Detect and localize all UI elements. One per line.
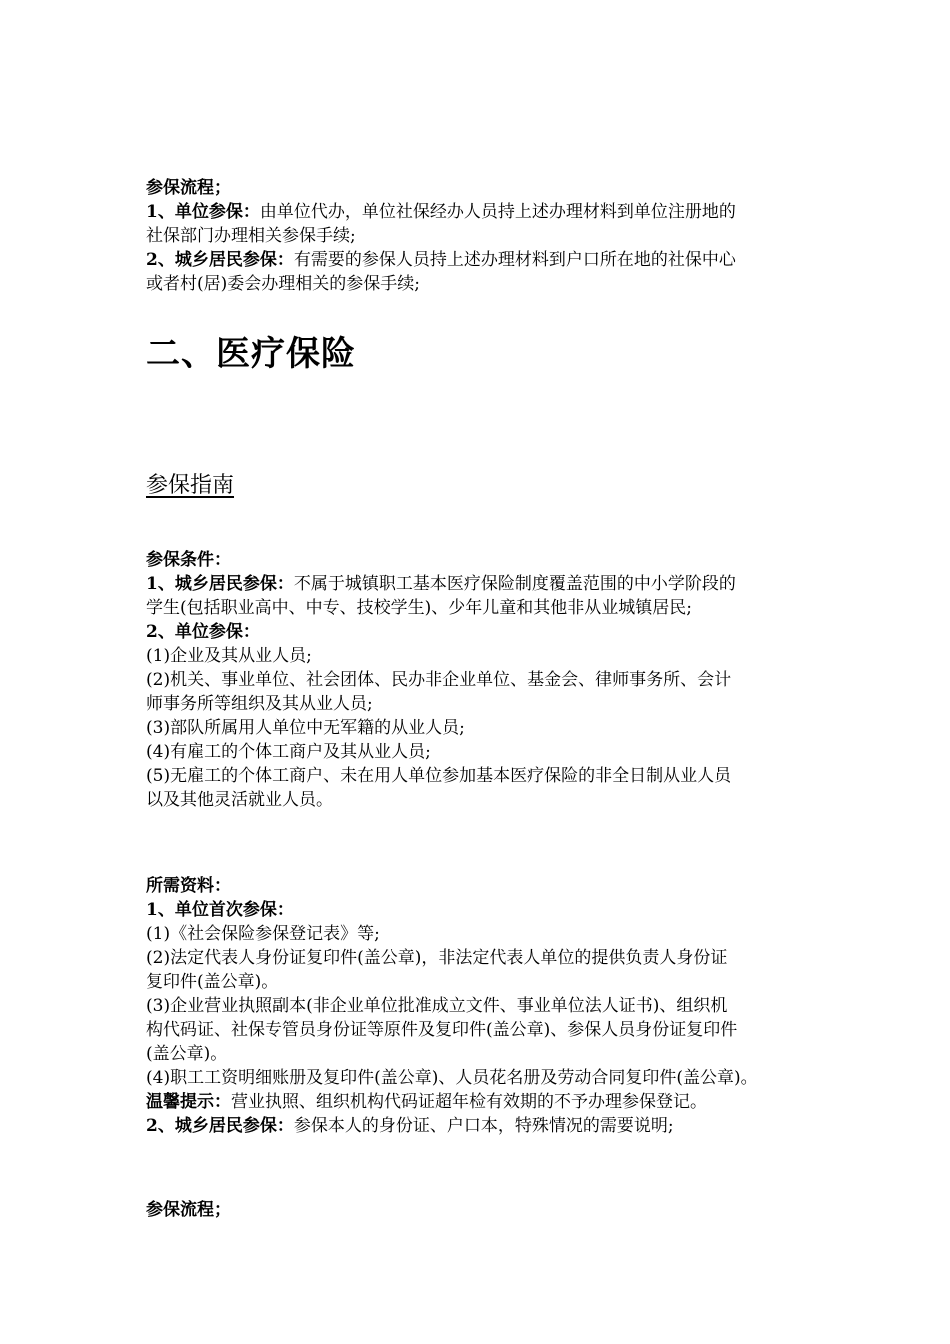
item-text: 不属于城镇职工基本医疗保险制度覆盖范围的中小学阶段的 bbox=[293, 574, 736, 594]
flow-item-text: 有需要的参保人员持上述办理材料到户口所在地的社保中心 bbox=[293, 250, 736, 270]
conditions-subitem: (3)部队所属用人单位中无军籍的从业人员; bbox=[146, 718, 465, 738]
item-label: 2、城乡居民参保： bbox=[146, 1116, 294, 1136]
conditions-subitem: (2)机关、事业单位、社会团体、民办非企业单位、基金会、律师事务所、会计 bbox=[146, 670, 732, 690]
conditions-section bbox=[146, 548, 736, 812]
flow-item-label: 2、城乡居民参保： bbox=[146, 250, 294, 270]
conditions-subitem: (1)企业及其从业人员; bbox=[146, 646, 312, 666]
conditions-subitem-cont: 以及其他灵活就业人员。 bbox=[146, 790, 333, 810]
materials-title: 所需资料： bbox=[146, 876, 231, 896]
flow-title: 参保流程； bbox=[146, 178, 231, 198]
section-heading: 二、医疗保险 bbox=[146, 334, 356, 374]
item-text-cont: 学生(包括职业高中、中专、技校学生)、少年儿童和其他非从业城镇居民; bbox=[146, 598, 692, 618]
materials-subitem: (2)法定代表人身份证复印件(盖公章)，非法定代表人单位的提供负责人身份证 bbox=[146, 948, 728, 968]
item-label: 1、城乡居民参保： bbox=[146, 574, 294, 594]
flow-item-text-cont: 或者村(居)委会办理相关的参保手续; bbox=[146, 274, 420, 294]
materials-subitem-cont: (盖公章)。 bbox=[146, 1044, 228, 1064]
conditions-title: 参保条件： bbox=[146, 550, 231, 570]
flow-item-unit bbox=[146, 200, 736, 224]
flow-item-label: 1、单位参保： bbox=[146, 202, 260, 222]
materials-section bbox=[146, 874, 758, 1138]
materials-subitem: (3)企业营业执照副本(非企业单位批准成立文件、事业单位法人证书)、组织机 bbox=[146, 996, 728, 1016]
materials-item-unit-label: 1、单位首次参保： bbox=[146, 900, 294, 920]
conditions-subitem-cont: 师事务所等组织及其从业人员; bbox=[146, 694, 373, 714]
materials-subitem: (1)《社会保险参保登记表》等; bbox=[146, 924, 380, 944]
conditions-subitem: (4)有雇工的个体工商户及其从业人员; bbox=[146, 742, 431, 762]
materials-subitem: (4)职工工资明细账册及复印件(盖公章)、人员花名册及劳动合同复印件(盖公章)。 bbox=[146, 1068, 758, 1088]
item-text: 参保本人的身份证、户口本，特殊情况的需要说明; bbox=[293, 1116, 674, 1136]
flow-item-text-cont: 社保部门办理相关参保手续; bbox=[146, 226, 356, 246]
materials-item-resident bbox=[146, 1114, 758, 1138]
flow-item-text: 由单位代办，单位社保经办人员持上述办理材料到单位注册地的 bbox=[259, 202, 736, 222]
section-subheading: 参保指南 bbox=[146, 473, 235, 498]
conditions-item-resident bbox=[146, 572, 736, 596]
flow-section-1 bbox=[146, 176, 736, 296]
tip-label: 温馨提示： bbox=[146, 1092, 231, 1112]
conditions-item-unit-label: 2、单位参保： bbox=[146, 622, 260, 642]
flow-section-2 bbox=[146, 1198, 231, 1222]
conditions-subitem: (5)无雇工的个体工商户、未在用人单位参加基本医疗保险的非全日制从业人员 bbox=[146, 766, 732, 786]
flow-title: 参保流程； bbox=[146, 1200, 231, 1220]
materials-subitem-cont: 构代码证、社保专管员身份证等原件及复印件(盖公章)、参保人员身份证复印件 bbox=[146, 1020, 738, 1040]
tip-text: 营业执照、组织机构代码证超年检有效期的不予办理参保登记。 bbox=[231, 1092, 707, 1112]
materials-subitem-cont: 复印件(盖公章)。 bbox=[146, 972, 279, 992]
materials-tip bbox=[146, 1090, 758, 1114]
flow-item-resident bbox=[146, 248, 736, 272]
